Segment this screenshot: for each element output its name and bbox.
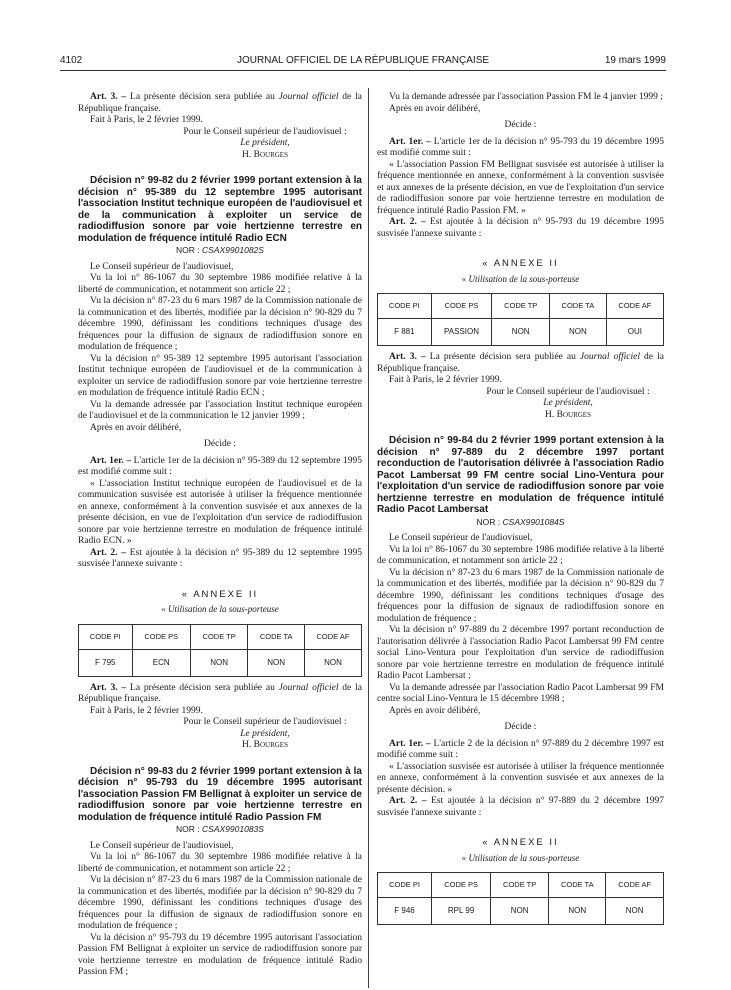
signature-block: Pour le Conseil supérieur de l'audiovisuel : Le président, H. Bourges: [183, 126, 347, 160]
paragraph: Vu la décision n° 97-889 du 2 décembre 1997 portant reconduction de l'autorisation délivrée à l'association Radio Pacot Lambersat 99 FM centre social Lino-Ventura pour l'exploitation d'un service de radiodiffusion sonore par voie hertzienne terrestre en modulation de fréquence intitulé Radio Pacot Lambersat ;: [377, 625, 664, 681]
table-cell: F 881: [378, 319, 432, 346]
column-divider: [368, 88, 369, 988]
table-header-cell: CODE TP: [492, 294, 550, 319]
table-cell: NON: [549, 898, 606, 925]
paragraph: Vu la loi n° 86-1067 du 30 septembre 1986 modifiée relative à la liberté de communication, et notamment son article 22 ;: [377, 544, 664, 566]
table-header-cell: CODE TP: [190, 624, 247, 649]
quote-paragraph: « L'association Passion FM Bellignat susvisée est autorisée à utiliser la fréquence mentionnée en annexe, conformément à la convention susvisée et aux annexes de la présente décision, en vue de l'exploitation d'un service de radiodiffusion sonore par voie hertzienne terrestre en modulation de fréquence intitulé Radio Passion FM. »: [377, 159, 664, 216]
table-header-cell: CODE TP: [491, 873, 549, 898]
table-header-cell: CODE PI: [378, 873, 432, 898]
article-paragraph: Art. 2. – Est ajoutée à la décision n° 95-793 du 19 décembre 1995 susvisée l'annexe suivante :: [377, 217, 664, 239]
subcarrier-table: [78, 624, 362, 677]
subcarrier-table: [377, 293, 664, 346]
decision-title: Décision n° 99-83 du 2 février 1999 portant extension à la décision n° 95-793 du 19 décembre 1995 autorisant l'association Passion FM Bellignat à exploiter un service de radiodiffusion sonore par voie hertzienne terrestre en modulation de fréquence intitulé Radio Passion FM: [78, 765, 362, 823]
table-header-cell: CODE AF: [606, 294, 663, 319]
journal-title: JOURNAL OFFICIEL DE LA RÉPUBLIQUE FRANÇAISE: [236, 55, 490, 66]
table-cell: F 946: [378, 898, 432, 925]
table-header-cell: CODE PS: [432, 873, 491, 898]
decide-heading: Décide :: [504, 120, 537, 130]
article-paragraph: Art. 1er. – L'article 1er de la décision n° 95-793 du 19 décembre 1995 est modifié comme suit :: [377, 136, 664, 158]
article-paragraph: Art. 3. – La présente décision sera publiée au Journal officiel de la République française.: [377, 352, 664, 374]
table-header-cell: CODE AF: [304, 624, 361, 649]
article-paragraph: Art. 3. – La présente décision sera publiée au Journal officiel de la République française.: [78, 92, 362, 114]
paragraph: Vu la décision n° 87-23 du 6 mars 1987 de la Commission nationale de la communication et des libertés, modifiée par la décision n° 90-829 du 7 décembre 1990, définissant les conditions techniques d'usage des fréquences pour la diffusion de signaux de radiodiffusion sonore en modulation de fréquence ;: [78, 875, 362, 931]
quote-paragraph: « L'association susvisée est autorisée à utiliser la fréquence mentionnée en annexe, conformément à la convention susvisée et aux annexes de la présente décision. »: [377, 761, 664, 795]
issue-date: 19 mars 1999: [604, 55, 666, 66]
table-cell: NON: [190, 649, 247, 676]
table-cell: NON: [492, 319, 550, 346]
table-cell: NON: [606, 898, 664, 925]
table-cell: NON: [304, 649, 361, 676]
paragraph: Vu la décision n° 87-23 du 6 mars 1987 de la Commission nationale de la communication et des libertés, modifiée par la décision n° 90-829 du 7 décembre 1990, définissant les conditions techniques d'usage des fréquences pour la diffusion de signaux de radiodiffusion sonore en modulation de fréquence ;: [377, 567, 664, 624]
decision-title: Décision n° 99-84 du 2 février 1999 portant extension à la décision n° 97-889 du 2 décembre 1997 portant reconduction de l'autorisation délivrée à l'association Radio Pacot Lambersat 99 FM centre social Lino-Ventura pour l'exploitation d'un service de radiodiffusion sonore par voie hertzienne terrestre en modulation de fréquence intitulé Radio Pacot Lambersat: [377, 435, 664, 515]
paragraph: Le Conseil supérieur de l'audiovisuel,: [90, 840, 234, 851]
paragraph: Vu la décision n° 95-793 du 19 décembre 1995 autorisant l'association Passion FM Bellignat à exploiter un service de radiodiffusion sonore par voie hertzienne terrestre en modulation de fréquence intitulé Radio Passion FM ;: [78, 932, 362, 977]
table-header-cell: CODE TA: [248, 624, 305, 649]
article-paragraph: Art. 2. – Est ajoutée à la décision n° 97-889 du 2 décembre 1997 susvisée l'annexe suivante :: [377, 796, 664, 818]
paragraph: Vu la demande adressée par l'association Passion FM le 4 janvier 1999 ;: [389, 92, 663, 102]
table-cell: RPL 99: [432, 898, 491, 925]
annexe-subtitle: « Utilisation de la sous-porteuse: [461, 273, 580, 284]
table-header-cell: CODE TA: [550, 294, 607, 319]
table-cell: PASSION: [431, 319, 492, 346]
paragraph: Après en avoir délibéré,: [389, 103, 481, 114]
paragraph: Vu la décision n° 87-23 du 6 mars 1987 de la Commission nationale de la communication et des libertés, modifiée par la décision n° 90-829 du 7 décembre 1990, définissant les conditions techniques d'usage des fréquences pour la diffusion de signaux de radiodiffusion sonore en modulation de fréquence ;: [78, 296, 362, 352]
paragraph: Vu la loi n° 86-1067 du 30 septembre 1986 modifiée relative à la liberté de communication, et notamment son article 22 ;: [78, 273, 362, 295]
table-cell: NON: [491, 898, 549, 925]
article-paragraph: Art. 1er. – L'article 2 de la décision n° 97-889 du 2 décembre 1997 est modifié comme suit :: [377, 738, 664, 760]
decide-heading: Décide :: [204, 439, 236, 449]
decide-heading: Décide :: [504, 722, 537, 732]
annexe-heading: « ANNEXE II: [181, 588, 259, 600]
table-header-cell: CODE PI: [79, 624, 133, 649]
paragraph: Vu la décision n° 95-389 12 septembre 1995 autorisant l'association Institut technique européen de l'audiovisuel et de la communication à exploiter un service de radiodiffusion sonore par voie hertzienne terrestre en modulation de fréquence intitulé Radio ECN ;: [78, 353, 362, 398]
table-header-cell: CODE PS: [132, 624, 190, 649]
right-column: [377, 92, 664, 931]
table-cell: F 795: [79, 649, 133, 676]
table-header-cell: CODE PS: [431, 294, 492, 319]
decision-title: Décision n° 99-82 du 2 février 1999 portant extension à la décision n° 95-389 du 12 septembre 1995 autorisant l'association Institut technique européen de l'audiovisuel et de la communication à exploiter un service de radiodiffusion sonore par voie hertzienne terrestre en modulation de fréquence intitulé Radio ECN: [78, 175, 362, 244]
fait-line: Fait à Paris, le 2 février 1999.: [90, 705, 203, 716]
paragraph: Après en avoir délibéré,: [389, 705, 481, 716]
article-paragraph: Art. 3. – La présente décision sera publiée au Journal officiel de la République française.: [78, 682, 362, 704]
paragraph: Le Conseil supérieur de l'audiovisuel,: [389, 533, 533, 543]
annexe-subtitle: « Utilisation de la sous-porteuse: [161, 604, 279, 614]
table-cell: ECN: [132, 649, 190, 676]
subcarrier-table: [377, 872, 664, 925]
table-cell: NON: [248, 649, 305, 676]
article-paragraph: Art. 1er. – L'article 1er de la décision n° 95-389 du 12 septembre 1995 est modifié comme suit :: [78, 455, 363, 477]
page-number: 4102: [60, 55, 83, 66]
fait-line: Fait à Paris, le 2 février 1999.: [389, 375, 502, 385]
table-cell: OUI: [606, 319, 663, 346]
table-header-cell: CODE AF: [606, 873, 664, 898]
article-paragraph: Art. 2. – Est ajoutée à la décision n° 95-389 du 12 septembre 1995 susvisée l'annexe suivante :: [78, 547, 362, 569]
annexe-subtitle: « Utilisation de la sous-porteuse: [461, 852, 580, 863]
paragraph: Vu la demande adressée par l'association Radio Pacot Lambersat 99 FM centre social Lino-Ventura le 15 décembre 1998 ;: [377, 682, 664, 704]
fait-line: Fait à Paris, le 2 février 1999.: [90, 115, 203, 125]
annexe-heading: « ANNEXE II: [482, 837, 559, 848]
left-column: [78, 92, 362, 979]
table-cell: NON: [550, 319, 607, 346]
nor-reference: NOR : CSAX9901083S: [176, 824, 264, 834]
signature-block: Pour le Conseil supérieur de l'audiovisuel : Le président, H. Bourges: [486, 386, 650, 420]
page-header: [60, 55, 666, 69]
paragraph: Après en avoir délibéré,: [90, 422, 182, 433]
header-rule: [60, 70, 666, 71]
paragraph: Le Conseil supérieur de l'audiovisuel,: [90, 261, 234, 272]
nor-reference: NOR : CSAX9901084S: [476, 516, 565, 527]
nor-reference: NOR : CSAX9901082S: [176, 245, 264, 255]
signature-block: Pour le Conseil supérieur de l'audiovisuel : Le président, H. Bourges: [183, 717, 347, 750]
table-header-cell: CODE TA: [549, 873, 606, 898]
paragraph: Vu la demande adressée par l'association Institut technique européen de l'audiovisuel et de la communication le 12 janvier 1999 ;: [78, 399, 362, 421]
table-header-cell: CODE PI: [378, 294, 432, 319]
paragraph: Vu la loi n° 86-1067 du 30 septembre 1986 modifiée relative à la liberté de communication, et notamment son article 22 ;: [78, 852, 362, 874]
annexe-heading: « ANNEXE II: [482, 258, 559, 269]
quote-paragraph: « L'association Institut technique européen de l'audiovisuel et de la communication susvisée est autorisée à utiliser la fréquence mentionnée en annexe, conformément à la convention susvisée et aux annexes de la présente décision, en vue de l'exploitation d'un service de radiodiffusion sonore par voie hertzienne terrestre en modulation de fréquence intitulé Radio ECN. »: [78, 478, 362, 546]
